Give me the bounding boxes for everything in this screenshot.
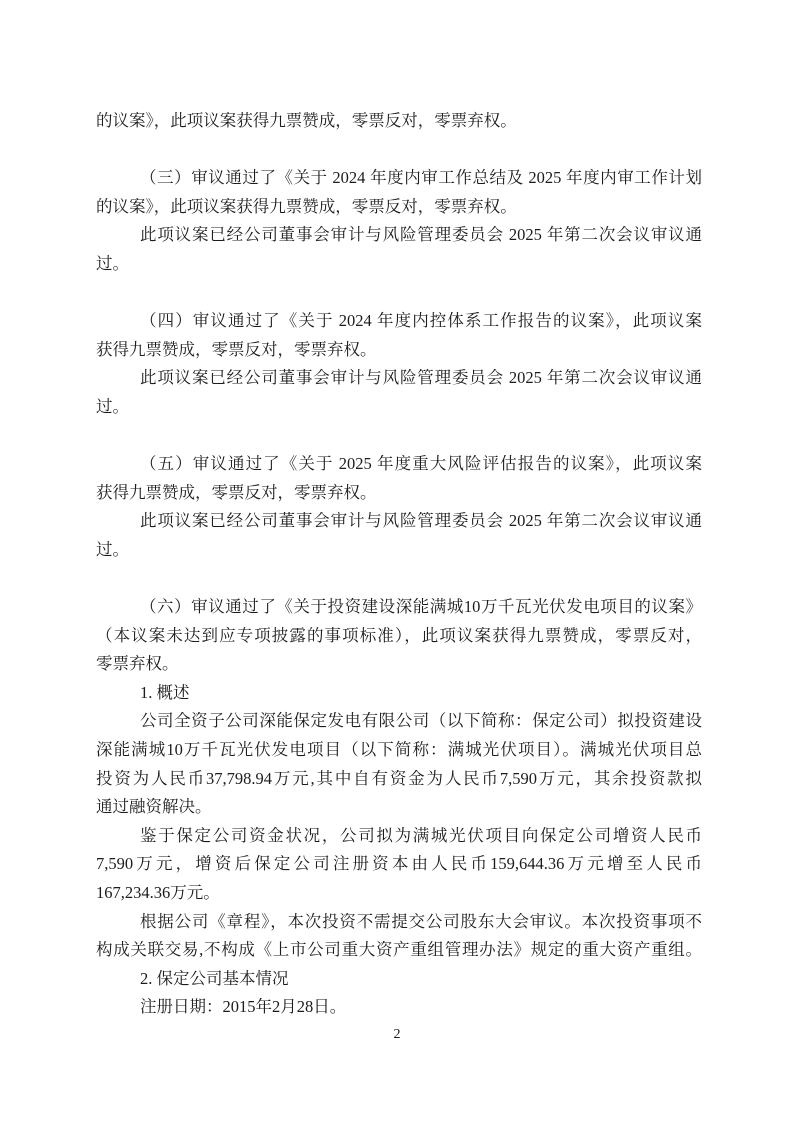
blank-line <box>96 279 702 308</box>
text-line: （五）审议通过了《关于 2025 年度重大风险评估报告的议案》，此项议案 <box>140 454 702 474</box>
text-line: 2. 保定公司基本情况 <box>140 968 289 988</box>
text-line: （四）审议通过了《关于 2024 年度内控体系工作报告的议案》，此项议案 <box>140 311 702 331</box>
text-line: （六）审议通过了《关于投资建设深能满城10万千瓦光伏发电项目的议案》 <box>140 597 702 617</box>
text-line: 构成关联交易,不构成《上市公司重大资产重组管理办法》规定的重大资产重组。 <box>96 940 702 960</box>
text-line: 过。 <box>96 253 129 273</box>
text-line: （本议案未达到应专项披露的事项标准），此项议案获得九票赞成，零票反对， <box>96 625 702 645</box>
text-line: 零票弃权。 <box>96 654 179 674</box>
text-line: （三）审议通过了《关于 2024 年度内审工作总结及 2025 年度内审工作计划 <box>140 168 702 188</box>
blank-line <box>96 565 702 594</box>
text-line: 过。 <box>96 396 129 416</box>
text-line: 投资为人民币37,798.94万元,其中自有资金为人民币7,590万元，其余投资款拟 <box>96 768 702 788</box>
text-line: 此项议案已经公司董事会审计与风险管理委员会 2025 年第二次会议审议通 <box>140 511 702 531</box>
page-number: 2 <box>393 1027 401 1042</box>
text-line: 167,234.36万元。 <box>96 883 220 903</box>
text-line: 1. 概述 <box>140 682 190 702</box>
page-footer <box>0 1024 794 1045</box>
text-line: 此项议案已经公司董事会审计与风险管理委员会 2025 年第二次会议审议通 <box>140 225 702 245</box>
blank-line <box>96 136 702 165</box>
text-line: 获得九票赞成，零票反对，零票弃权。 <box>96 339 377 359</box>
text-line: 获得九票赞成，零票反对，零票弃权。 <box>96 482 377 502</box>
text-line: 公司全资子公司深能保定发电有限公司（以下简称：保定公司）拟投资建设 <box>140 711 702 731</box>
text-line: 此项议案已经公司董事会审计与风险管理委员会 2025 年第二次会议审议通 <box>140 368 702 388</box>
text-line: 鉴于保定公司资金状况，公司拟为满城光伏项目向保定公司增资人民币 <box>140 825 702 845</box>
text-line: 注册日期：2015年2月28日。 <box>140 997 347 1017</box>
blank-line <box>96 422 702 451</box>
text-line: 深能满城10万千瓦光伏发电项目（以下简称：满城光伏项目）。满城光伏项目总 <box>96 740 702 760</box>
document-body <box>96 107 702 1022</box>
text-line: 7,590万元，增资后保定公司注册资本由人民币159,644.36万元增至人民币 <box>96 854 702 874</box>
text-line: 的议案》，此项议案获得九票赞成，零票反对，零票弃权。 <box>96 111 517 130</box>
text-line: 的议案》，此项议案获得九票赞成，零票反对，零票弃权。 <box>96 196 517 216</box>
text-line: 通过融资解决。 <box>96 797 212 817</box>
text-line: 过。 <box>96 539 129 559</box>
text-line: 根据公司《章程》，本次投资不需提交公司股东大会审议。本次投资事项不 <box>140 911 702 931</box>
